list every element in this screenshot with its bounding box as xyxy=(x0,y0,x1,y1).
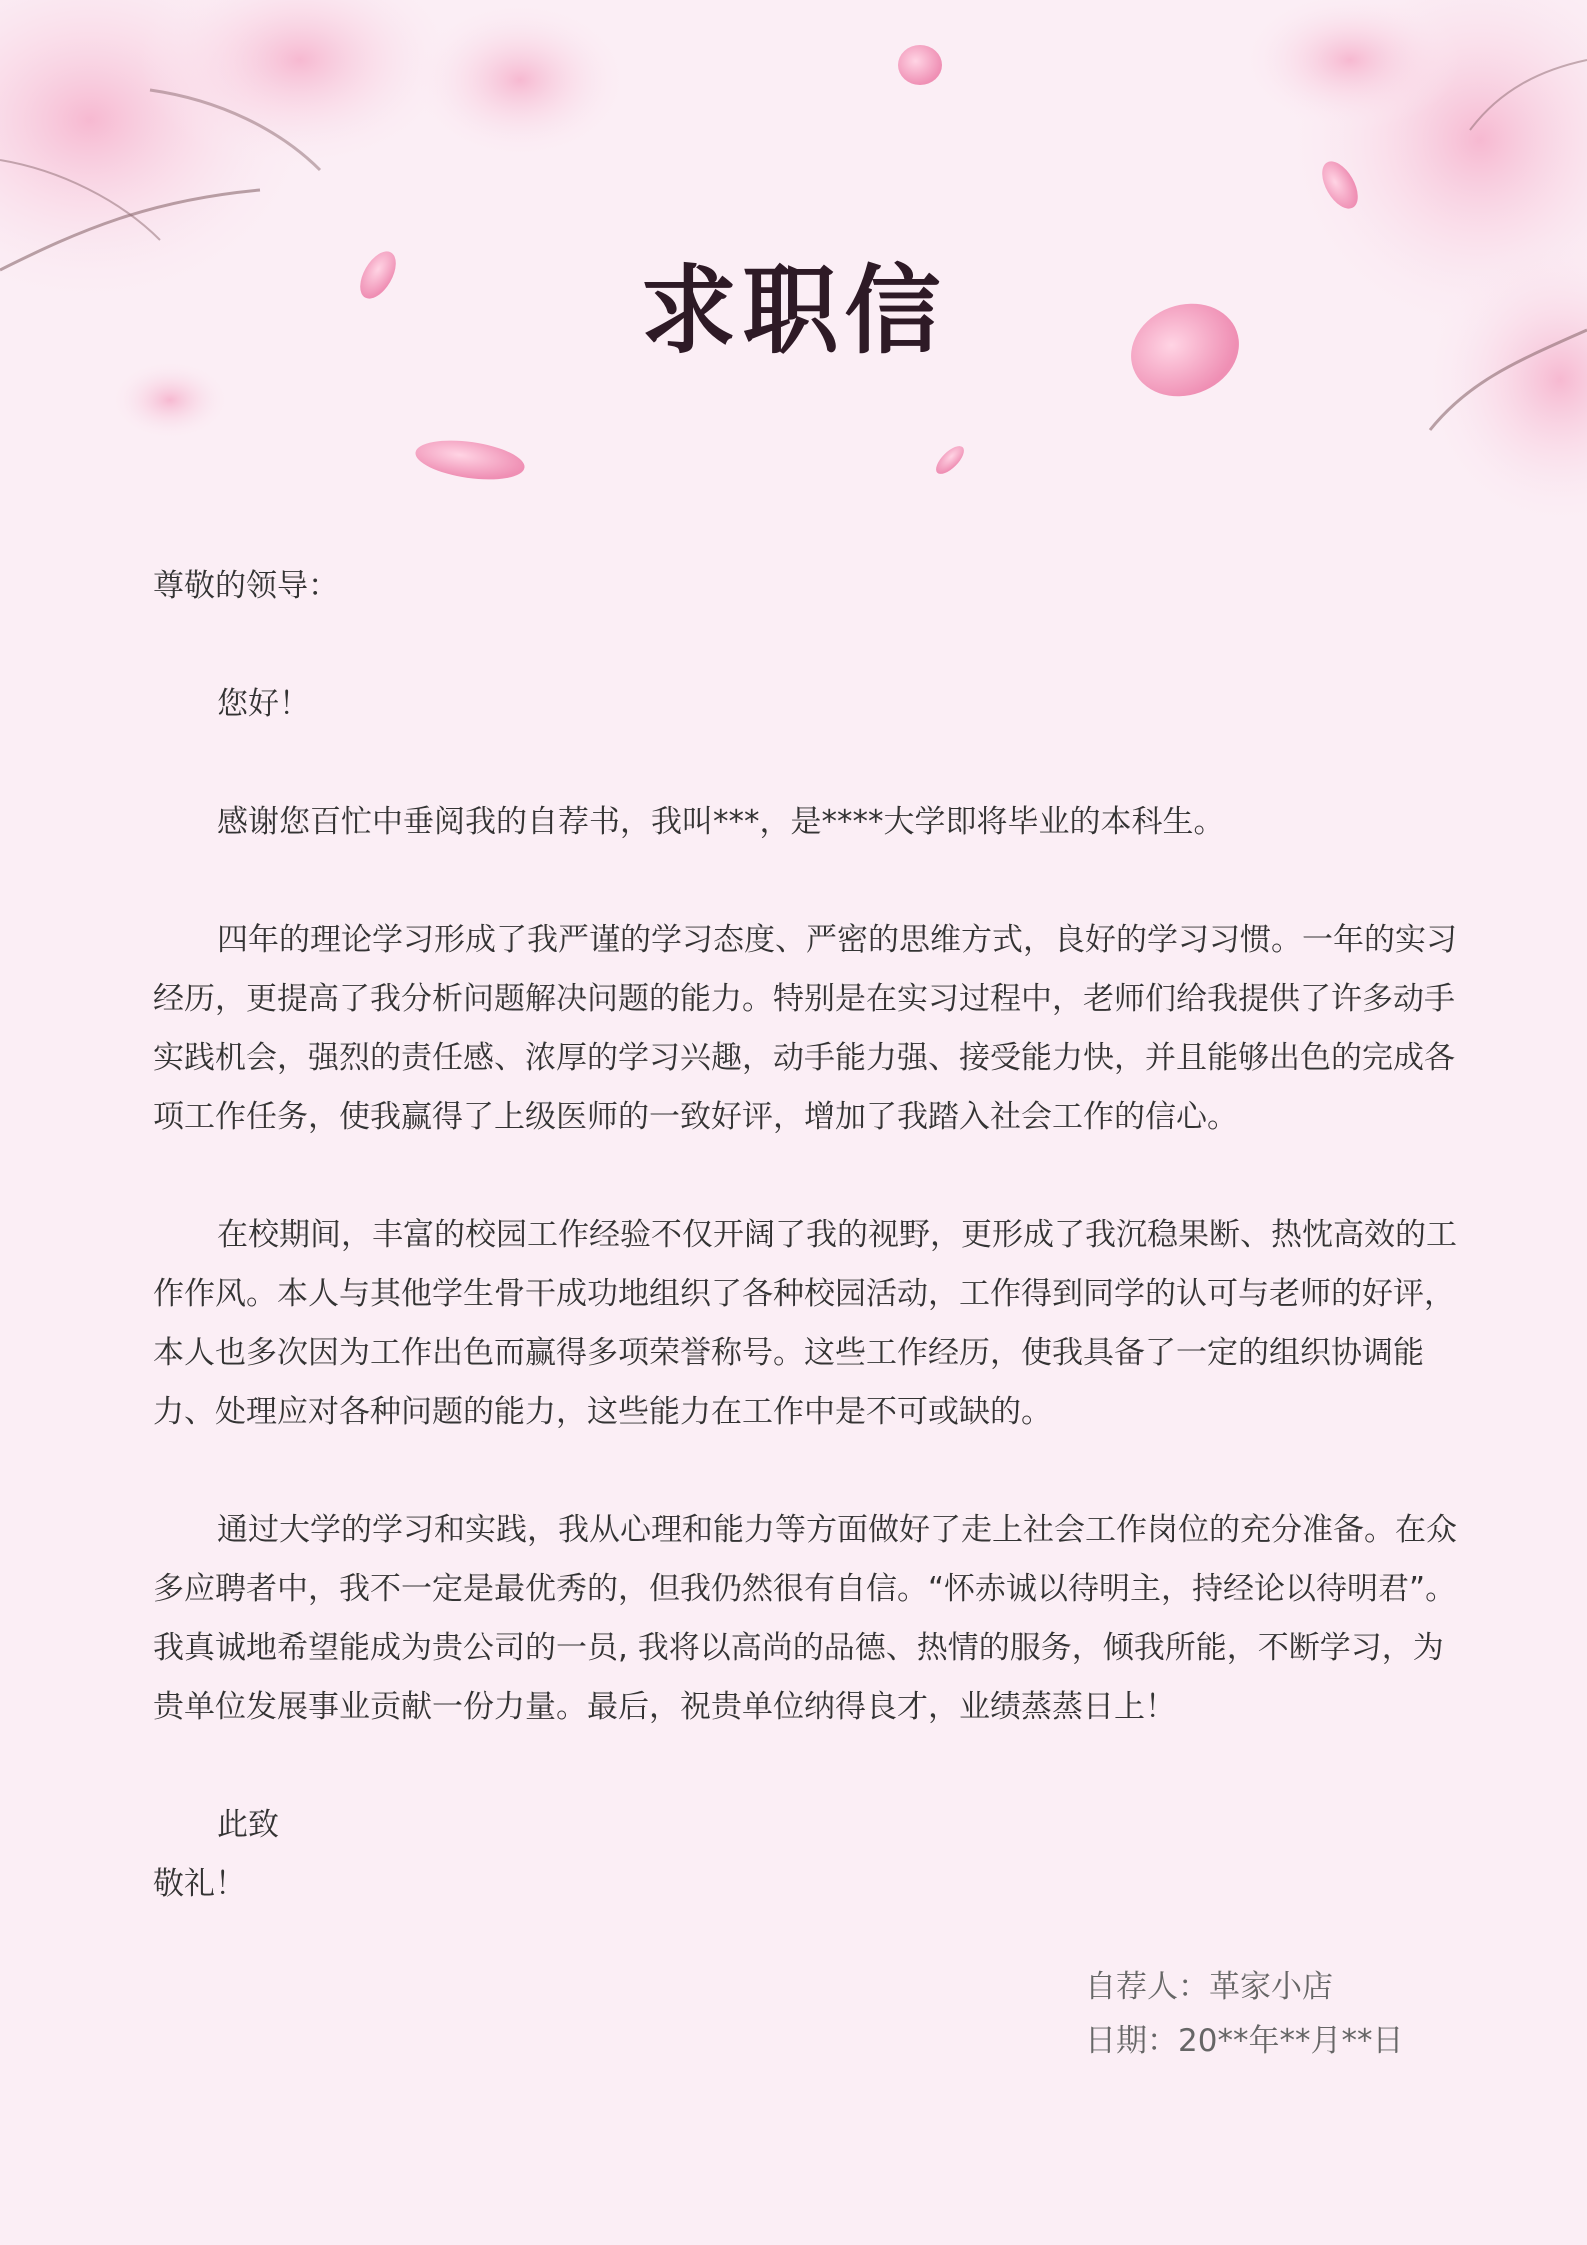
letter-title: 求职信 xyxy=(640,254,947,367)
signature-block xyxy=(1085,1960,1403,2068)
body-paragraph-2: 四年的理论学习形成了我严谨的学习态度、严密的思维方式，良好的学习习惯。一年的实习经历，更提高了我分析问题解决问题的能力。特别是在实习过程中，老师们给我提供了许多动手实践机会，强烈的责任感、浓厚的学习兴趣，动手能力强、接受能力快，并且能够出色的完成各项工作任务，使我赢得了上级医师的一致好评，增加了我踏入社会工作的信心。 xyxy=(153,922,1457,1135)
body-paragraph-3: 在校期间，丰富的校园工作经验不仅开阔了我的视野，更形成了我沉稳果断、热忱高效的工作作风。本人与其他学生骨干成功地组织了各种校园活动，工作得到同学的认可与老师的好评，本人也多次因为工作出色而赢得多项荣誉称号。这些工作经历，使我具备了一定的组织协调能力、处理应对各种问题的能力，这些能力在工作中是不可或缺的。 xyxy=(153,1217,1457,1430)
greeting: 您好！ xyxy=(217,686,310,722)
salutation: 尊敬的领导： xyxy=(153,568,339,604)
signer-name: 自荐人：革家小店 xyxy=(1085,1969,1333,2005)
body-paragraph-4: 通过大学的学习和实践，我从心理和能力等方面做好了走上社会工作岗位的充分准备。在众多应聘者中，我不一定是最优秀的，但我仍然很有自信。“怀赤诚以待明主，持经论以待明君”。我真诚地希望能成为贵公司的一员, 我将以高尚的品德、热情的服务，倾我所能，不断学习，为贵单位发展事业贡献一份力量。最后，祝贵单位纳得良才，业绩蒸蒸日上！ xyxy=(153,1512,1457,1725)
closing: 此致 xyxy=(217,1807,279,1843)
regards: 敬礼！ xyxy=(153,1866,246,1902)
body-paragraph-1: 感谢您百忙中垂阅我的自荐书，我叫***，是****大学即将毕业的本科生。 xyxy=(217,804,1225,840)
letter-body xyxy=(153,557,1465,1914)
letter-date: 日期：20**年**月**日 xyxy=(1085,2023,1404,2059)
